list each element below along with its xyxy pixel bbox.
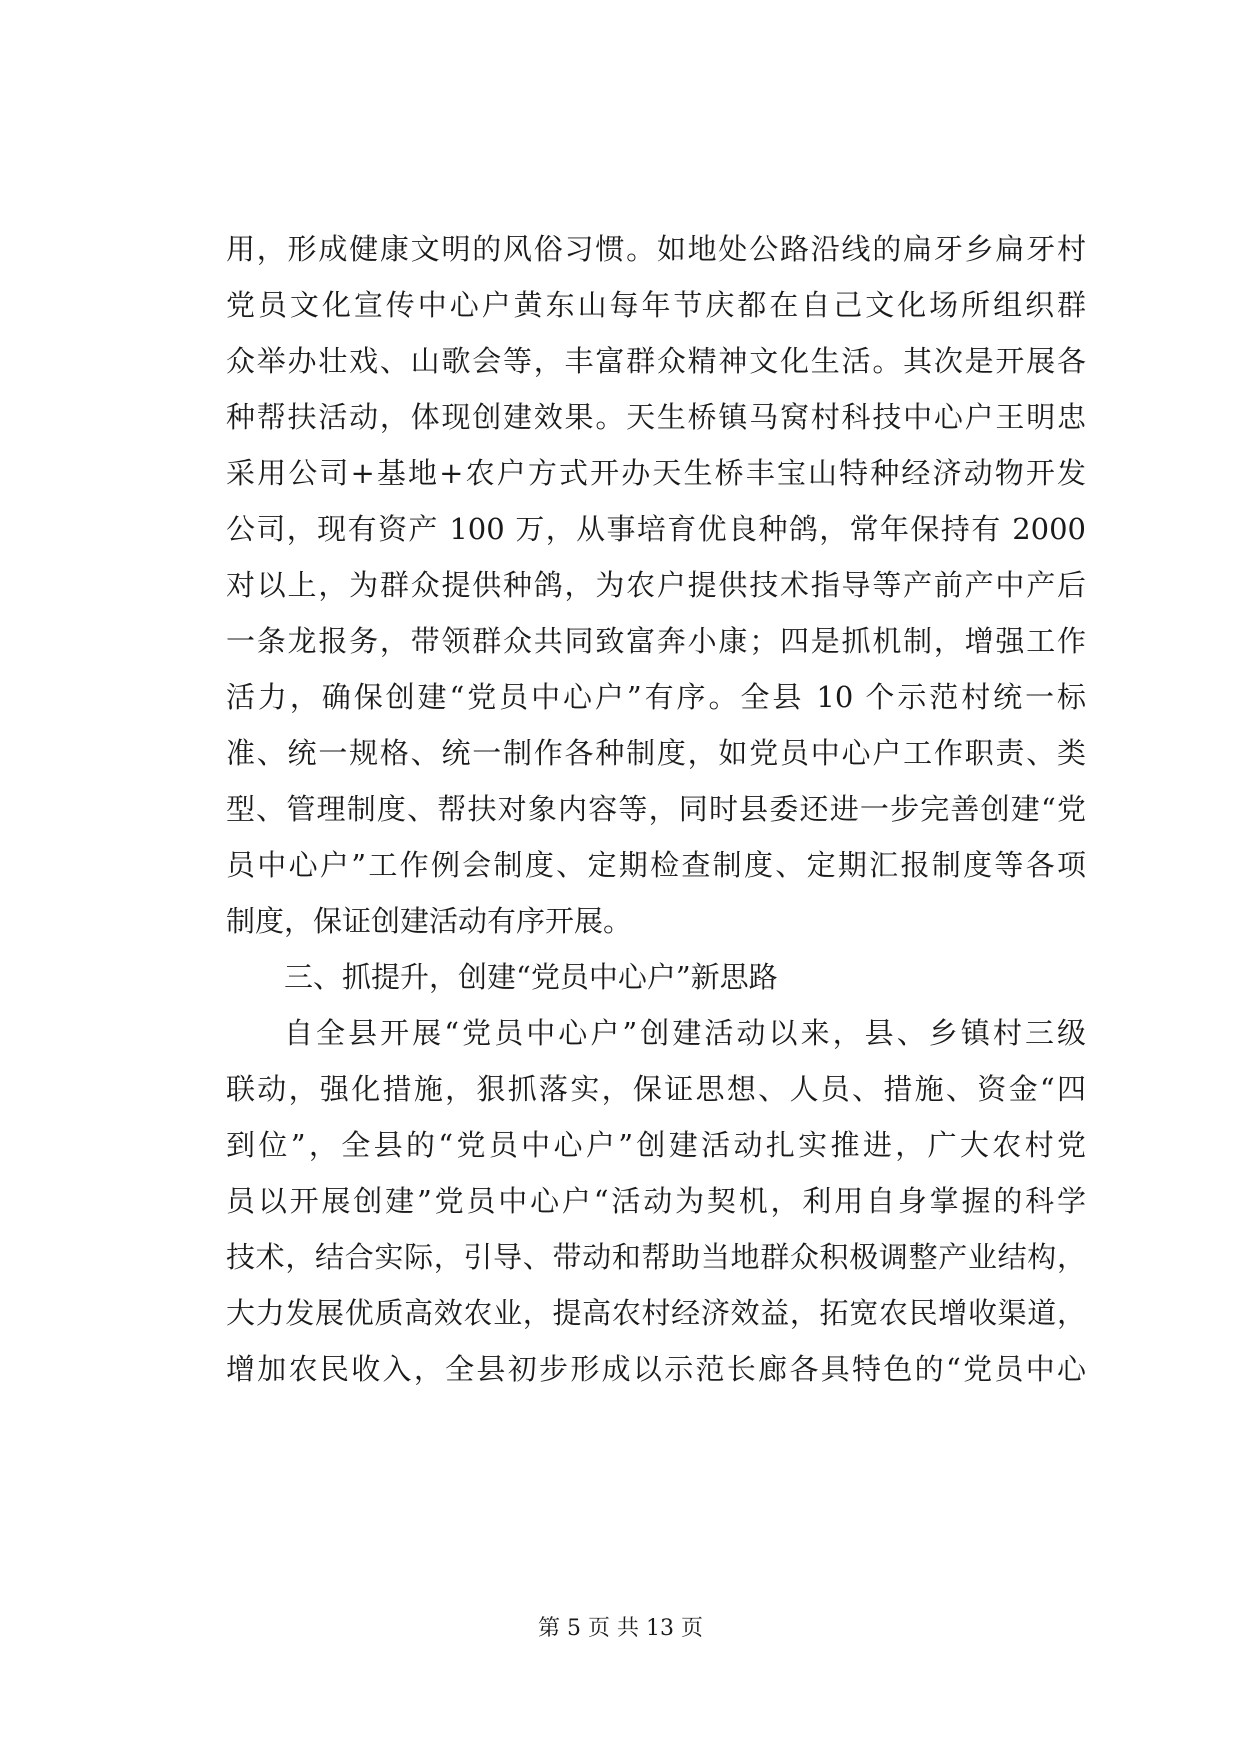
text-line: 技术，结合实际，引导、带动和帮助当地群众积极调整产业结构， (226, 1240, 1086, 1274)
text-line: 党员文化宣传中心户黄东山每年节庆都在自己文化场所组织群 (226, 288, 1086, 322)
text-line: 活力，确保创建“党员中心户”有序。全县 10 个示范村统一标 (226, 680, 1086, 714)
text-line: 准、统一规格、统一制作各种制度，如党员中心户工作职责、类 (226, 736, 1086, 770)
text-line: 大力发展优质高效农业，提高农村经济效益，拓宽农民增收渠道， (226, 1296, 1086, 1330)
section-heading: 三、抓提升，创建“党员中心户”新思路 (284, 960, 778, 994)
text-line: 一条龙报务，带领群众共同致富奔小康；四是抓机制，增强工作 (226, 624, 1086, 658)
text-line: 采用公司+基地+农户方式开办天生桥丰宝山特种经济动物开发 (226, 456, 1086, 490)
text-line: 员以开展创建”党员中心户“活动为契机，利用自身掌握的科学 (226, 1184, 1086, 1218)
text-line: 员中心户”工作例会制度、定期检查制度、定期汇报制度等各项 (226, 848, 1086, 882)
text-line: 众举办壮戏、山歌会等，丰富群众精神文化生活。其次是开展各 (226, 344, 1086, 378)
page-footer: 第 5 页 共 13 页 (538, 1616, 703, 1641)
text-line: 对以上，为群众提供种鸽，为农户提供技术指导等产前产中产后 (226, 568, 1086, 602)
text-line: 制度，保证创建活动有序开展。 (226, 904, 633, 938)
text-line: 到位”，全县的“党员中心户”创建活动扎实推进，广大农村党 (226, 1128, 1086, 1162)
text-line: 型、管理制度、帮扶对象内容等，同时县委还进一步完善创建“党 (226, 792, 1086, 826)
text-line: 公司，现有资产 100 万，从事培育优良种鸽，常年保持有 2000 (226, 512, 1086, 546)
text-line: 自全县开展“党员中心户”创建活动以来，县、乡镇村三级 (284, 1016, 1086, 1050)
text-line: 用，形成健康文明的风俗习惯。如地处公路沿线的扁牙乡扁牙村 (226, 232, 1086, 266)
text-line: 增加农民收入，全县初步形成以示范长廊各具特色的“党员中心 (226, 1352, 1086, 1386)
text-line: 种帮扶活动，体现创建效果。天生桥镇马窝村科技中心户王明忠 (226, 400, 1086, 434)
text-line: 联动，强化措施，狠抓落实，保证思想、人员、措施、资金“四 (226, 1072, 1086, 1106)
